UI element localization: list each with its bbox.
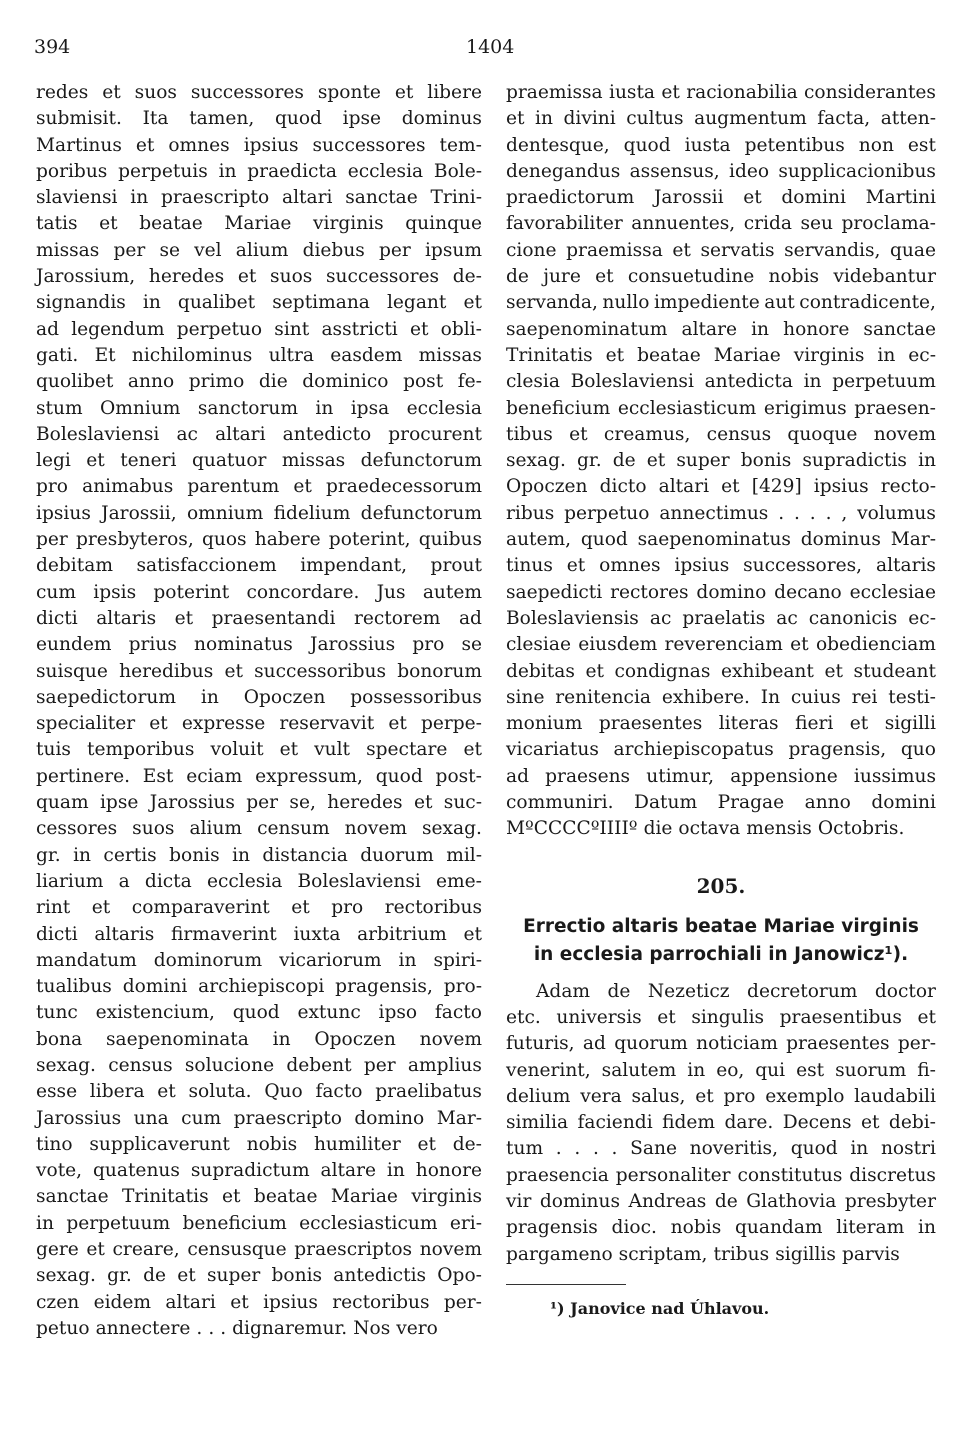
text-line: Jarossium, heredes et suos successores de- [36, 266, 482, 288]
text-line: tibus et creamus, census quoque novem [506, 423, 936, 445]
text-line: dicti altaris firmaverint iuxta arbitrium et [36, 923, 482, 945]
document-title [506, 913, 936, 969]
text-line: dentesque, quod iusta petentibus non est [506, 134, 936, 156]
year-header: 1404 [466, 36, 515, 58]
text-line: sexag. gr. de et super bonis antedictis Opo- [36, 1265, 482, 1287]
page-number: 394 [34, 36, 71, 58]
text-line: praedictorum Jarossii et domini Martini [506, 187, 936, 209]
text-line: cione praemissa et servatis servandis, quae [506, 239, 936, 261]
text-line: communiri. Datum Pragae anno domini [506, 792, 936, 814]
text-line: praemissa iusta et racionabilia considerantes [506, 82, 936, 103]
text-line: bona saepenominata in Opoczen novem [36, 1028, 482, 1050]
text-line: slaviensi in praescripto altari sanctae Trini- [36, 187, 482, 209]
text-line: tino supplicaverunt nobis humiliter et de- [36, 1133, 482, 1155]
text-line: per presbyteros, quos habere poterint, quibus [36, 529, 482, 551]
text-line: czen eidem altari et ipsius rectoribus per- [36, 1291, 482, 1313]
text-line: MºCCCCºIIIIº die octava mensis Octobris. [506, 818, 905, 840]
text-line: rint et comparaverint et pro rectoribus [36, 897, 482, 919]
text-line: saepedictorum in Opoczen possessoribus [36, 686, 482, 708]
text-line: beneficium ecclesiasticum erigimus praesen- [506, 397, 936, 419]
footnote-rule [506, 1284, 626, 1285]
text-line: vicariatus archiepiscopatus pragensis, quo [506, 739, 936, 761]
text-line: quam ipse Jarossius per se, heredes et suc- [36, 792, 482, 814]
text-line: cessores suos alium censum novem sexag. [36, 818, 482, 840]
text-line: Opoczen dicto altari et [429] ipsius recto- [506, 476, 936, 498]
text-line: tualibus domini archiepiscopi pragensis, pro- [36, 976, 482, 998]
document-number: 205. [696, 873, 746, 898]
text-line: venerint, salutem in eo, qui est suorum fi- [506, 1059, 936, 1081]
text-line: ribus perpetuo annectimus . . . . , volumus [506, 502, 936, 524]
text-line: clesia Boleslaviensi antedicta in perpetuum [506, 371, 936, 393]
text-line: ad praesens utimur, appensione iussimus [506, 765, 936, 787]
text-line: submisit. Ita tamen, quod ipse dominus [36, 108, 482, 130]
text-line: de jure et consuetudine nobis videbantur [506, 266, 936, 288]
text-line: dicti altaris et praesentandi rectorem ad [36, 607, 482, 629]
text-line: quolibet anno primo die dominico post fe- [36, 371, 482, 393]
text-line: tuis temporibus voluit et vult spectare et [36, 739, 482, 761]
text-line: legi et teneri quatuor missas defunctorum [36, 450, 482, 472]
text-line: ad legendum perpetuo sint asstricti et obli- [36, 318, 482, 340]
text-line: specialiter et expresse reservavit et perpe- [36, 713, 482, 735]
text-line: debitas et condignas exhibeant et studeant [506, 660, 936, 682]
left-column [36, 80, 482, 1342]
text-line: suisque heredibus et successoribus bonorum [36, 660, 482, 682]
text-line: saepenominatum altare in honore sanctae [506, 318, 936, 340]
text-line: liarium a dicta ecclesia Boleslaviensi eme- [36, 870, 482, 892]
text-line: Boleslaviensis ac praelatis ac canonicis ec- [506, 607, 936, 629]
right-column [506, 80, 936, 1318]
text-line: gati. Et nichilominus ultra easdem missas [36, 344, 482, 366]
text-line: tum . . . . Sane noveritis, quod in nostri [506, 1138, 936, 1160]
text-line: Martinus et omnes ipsius successores tem- [36, 134, 482, 156]
text-line: similia faciendi fidem dare. Decens et debi- [506, 1112, 936, 1134]
text-line: delium vera salus, et pro exemplo laudabili [506, 1085, 936, 1107]
text-line: ipsius Jarossii, omnium fidelium defunctorum [36, 502, 482, 524]
text-line: sanctae Trinitatis et beatae Mariae virginis [36, 1186, 482, 1208]
text-line: pargameno scriptam, tribus sigillis parvis [506, 1243, 900, 1265]
right-column-text [506, 80, 936, 843]
text-line: missas per se vel alium diebus per ipsum [36, 239, 482, 261]
text-line: futuris, ad quorum noticiam praesentes per- [506, 1033, 936, 1055]
text-line: poribus perpetuis in praedicta ecclesia Bole- [36, 160, 482, 182]
text-line: tatis et beatae Mariae virginis quinque [36, 213, 482, 235]
text-line: clesiae eiusdem reverenciam et obedienciam [506, 634, 936, 656]
text-line: cum ipsis poterint concordare. Jus autem [36, 581, 482, 603]
text-line: mandatum dominorum vicariorum in spiri- [36, 949, 482, 971]
text-line: in perpetuum beneficium ecclesiasticum eri- [36, 1212, 482, 1234]
text-line: sexag. gr. de et super bonis supradictis in [506, 450, 936, 472]
text-line: signandis in qualibet septimana legant et [36, 292, 482, 314]
text-line: vir dominus Andreas de Glathovia presbyter [506, 1190, 936, 1212]
text-line: tinus et omnes ipsius successores, altaris [506, 555, 936, 577]
text-line: pro animabus parentum et praedecessorum [36, 476, 482, 498]
text-line: sexag. census solucione debent per amplius [36, 1054, 482, 1076]
text-line: saepedicti rectores domino decano ecclesiae [506, 581, 936, 603]
text-line: tunc existencium, quod extunc ipso facto [36, 1002, 482, 1024]
text-line: etc. universis et singulis praesentibus et [506, 1006, 936, 1028]
text-line: redes et suos successores sponte et libere [36, 82, 482, 103]
text-line: esse libera et soluta. Quo facto praelibatus [36, 1081, 482, 1103]
text-line: pertinere. Est eciam expressum, quod post- [36, 765, 482, 787]
text-line: Adam de Nezeticz decretorum doctor [536, 980, 936, 1002]
text-line: Boleslaviensi ac altari antedicto procurent [36, 423, 482, 445]
text-line: debitam satisfaccionem impendant, prout [36, 555, 482, 577]
text-line: pragensis dioc. nobis quandam literam in [506, 1217, 936, 1239]
text-line: Jarossius una cum praescripto domino Mar- [36, 1107, 482, 1129]
text-line: petuo annectere . . . dignaremur. Nos vero [36, 1317, 438, 1339]
text-line: Trinitatis et beatae Mariae virginis in ec- [506, 344, 936, 366]
text-line: praesencia personaliter constitutus discretus [506, 1164, 936, 1186]
text-line: eundem prius nominatus Jarossius pro se [36, 634, 482, 656]
document-title-line: in ecclesia parrochiali in Janowicz¹). [533, 943, 909, 965]
text-line: vote, quatenus supradictum altare in honore [36, 1160, 482, 1182]
text-line: stum Omnium sanctorum in ipsa ecclesia [36, 397, 482, 419]
text-line: favorabiliter annuentes, crida seu proclama- [506, 213, 936, 235]
text-line: autem, quod saepenominatus dominus Mar- [506, 529, 936, 551]
text-line: gere et creare, censusque praescriptos novem [36, 1239, 482, 1261]
text-line: sine renitencia exhibere. In cuius rei testi- [506, 686, 936, 708]
text-line: gr. in certis bonis in distancia duorum mil- [36, 844, 482, 866]
document-title-line: Errectio altaris beatae Mariae virginis [523, 915, 919, 937]
text-line: monium praesentes literas fieri et sigilli [506, 713, 936, 735]
document-body [506, 979, 936, 1268]
text-line: et in divini cultus augmentum facta, atten- [506, 108, 936, 130]
text-line: denegandus assensus, ideo supplicacionibus [506, 160, 936, 182]
text-line: servanda, nullo impediente aut contradicente, [506, 292, 936, 314]
footnote: ¹) Janovice nad Úhlavou. [550, 1298, 770, 1318]
